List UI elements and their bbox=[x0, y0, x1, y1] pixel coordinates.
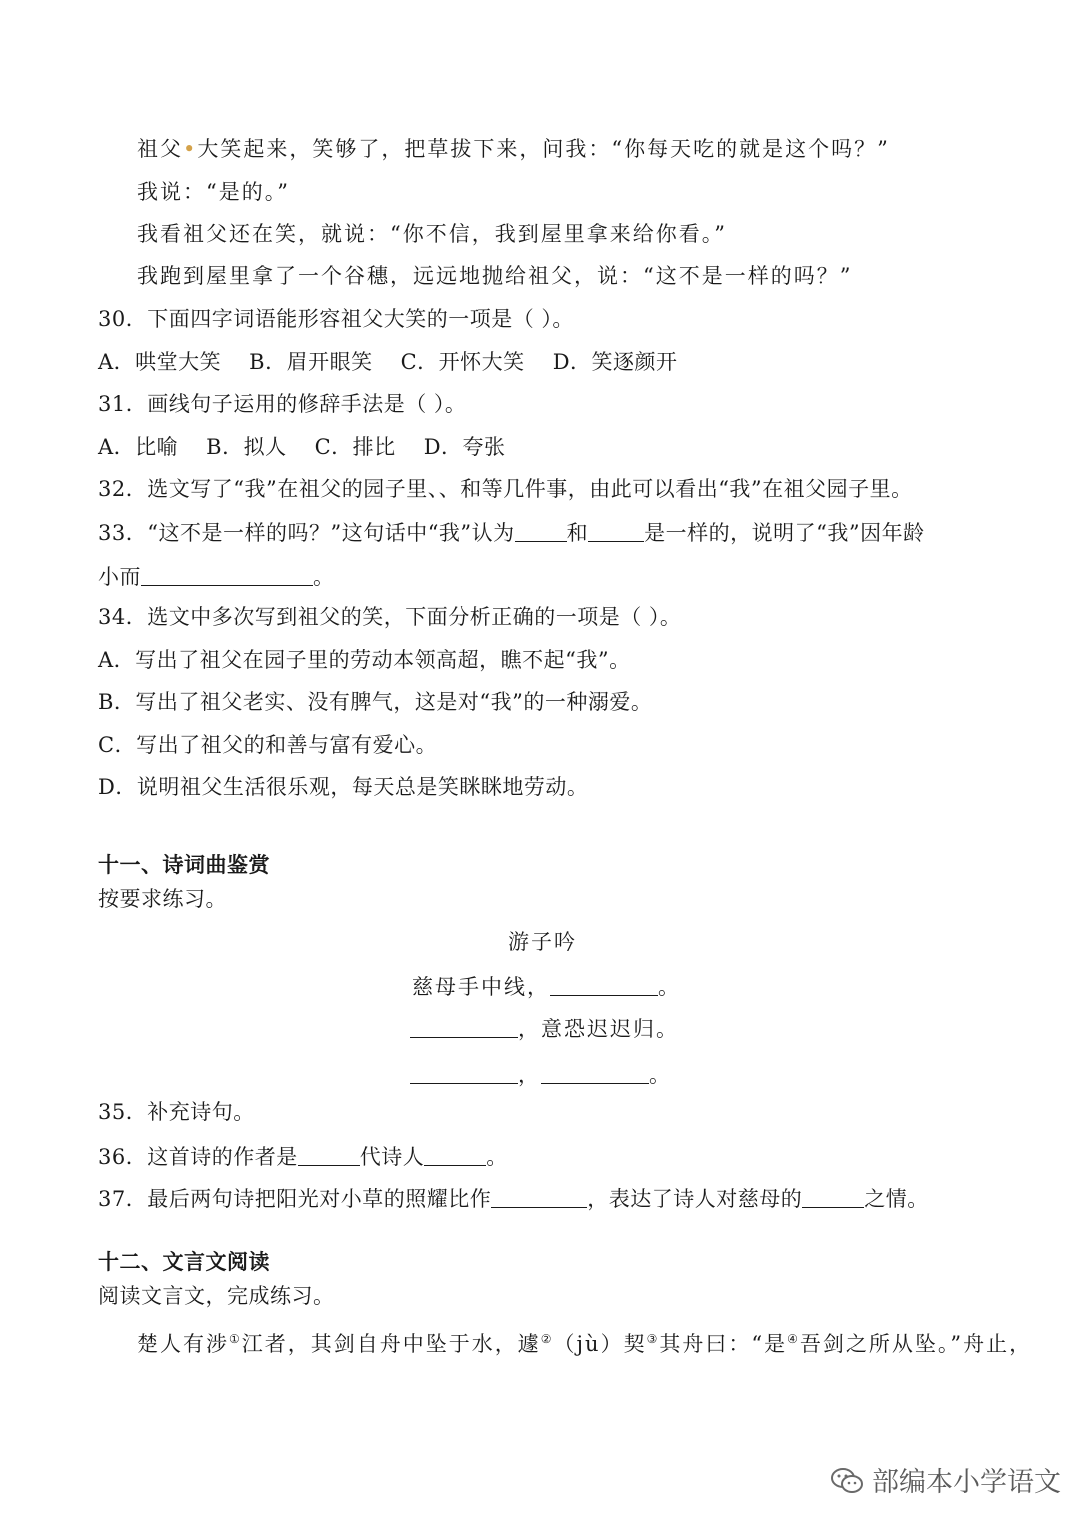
passage-line-1: 祖父•大笑起来，笑够了，把草拔下来，问我：“你每天吃的就是这个吗？” bbox=[137, 137, 890, 161]
answer-blank[interactable] bbox=[802, 1187, 864, 1208]
poem-title: 游子吟 bbox=[508, 930, 577, 954]
option-a[interactable]: A．比喻 bbox=[98, 435, 179, 459]
option-b[interactable]: B．拟人 bbox=[206, 435, 287, 459]
poem-line-3: ， 。 bbox=[410, 1063, 672, 1086]
answer-blank[interactable] bbox=[141, 565, 313, 586]
section-11-instruction: 按要求练习。 bbox=[98, 887, 227, 911]
question-37-stem: 37．最后两句诗把阳光对小草的照耀比作 ，表达了诗人对慈母的 之情。 bbox=[98, 1187, 929, 1211]
question-34-option-a[interactable]: A．写出了祖父在园子里的劳动本领高超，瞧不起“我”。 bbox=[98, 648, 631, 672]
poem-blank[interactable] bbox=[541, 1063, 649, 1084]
poem-blank[interactable] bbox=[410, 1063, 518, 1084]
classical-text-line-1: 楚人有涉①江者，其剑自舟中坠于水，遽②（jù）契③其舟曰：“是④吾剑之所从坠。”舟止， bbox=[137, 1332, 1033, 1356]
passage-line-4: 我跑到屋里拿了一个谷穗，远远地抛给祖父，说：“这不是一样的吗？” bbox=[137, 264, 853, 288]
question-33-line-2: 小而 。 bbox=[98, 565, 335, 589]
poem-line-2: ，意恐迟迟归。 bbox=[410, 1017, 679, 1040]
section-11-title: 十一、诗词曲鉴赏 bbox=[98, 852, 270, 877]
question-31-stem: 31．画线句子运用的修辞手法是（ ）。 bbox=[98, 392, 467, 416]
poem-line-1: 慈母手中线， 。 bbox=[412, 975, 681, 999]
option-b[interactable]: B．眉开眼笑 bbox=[249, 350, 373, 374]
question-30-stem: 30．下面四字词语能形容祖父大笑的一项是（ ）。 bbox=[98, 307, 574, 331]
passage-line-3: 我看祖父还在笑，就说：“你不信，我到屋里拿来给你看。” bbox=[137, 222, 727, 246]
answer-blank[interactable] bbox=[588, 521, 644, 542]
question-34-option-d[interactable]: D．说明祖父生活很乐观，每天总是笑眯眯地劳动。 bbox=[98, 775, 589, 799]
option-a[interactable]: A．哄堂大笑 bbox=[98, 350, 222, 374]
question-30-options bbox=[98, 352, 706, 373]
poem-blank[interactable] bbox=[550, 975, 658, 996]
option-c[interactable]: C．开怀大笑 bbox=[400, 350, 525, 374]
option-d[interactable]: D．笑逐颜开 bbox=[552, 350, 678, 374]
option-d[interactable]: D．夸张 bbox=[423, 435, 506, 459]
section-12-instruction: 阅读文言文，完成练习。 bbox=[98, 1284, 335, 1308]
question-36-stem: 36．这首诗的作者是 代诗人 。 bbox=[98, 1145, 508, 1169]
question-34-option-c[interactable]: C．写出了祖父的和善与富有爱心。 bbox=[98, 733, 438, 757]
answer-blank[interactable] bbox=[424, 1145, 486, 1166]
question-34-option-b[interactable]: B．写出了祖父老实、没有脾气，这是对“我”的一种溺爱。 bbox=[98, 690, 653, 714]
question-32-stem: 32．选文写了“我”在祖父的园子里、、和等几件事，由此可以看出“我”在祖父园子里。 bbox=[98, 477, 913, 501]
answer-blank[interactable] bbox=[515, 521, 567, 542]
option-c[interactable]: C．排比 bbox=[314, 435, 396, 459]
question-34-stem: 34．选文中多次写到祖父的笑，下面分析正确的一项是（ ）。 bbox=[98, 605, 682, 629]
poem-blank[interactable] bbox=[410, 1017, 518, 1038]
answer-blank[interactable] bbox=[491, 1187, 587, 1208]
question-35-stem: 35．补充诗句。 bbox=[98, 1100, 255, 1124]
watermark: 部编本小学语文 bbox=[830, 1460, 1061, 1499]
section-12-title: 十二、文言文阅读 bbox=[98, 1249, 270, 1274]
passage-line-2: 我说：“是的。” bbox=[137, 180, 290, 204]
question-31-options bbox=[98, 437, 534, 458]
wechat-icon bbox=[830, 1467, 864, 1495]
question-33-line-1: 33．“这不是一样的吗？”这句话中“我”认为 和 是一样的，说明了“我”因年龄 bbox=[98, 521, 925, 545]
answer-blank[interactable] bbox=[298, 1145, 360, 1166]
